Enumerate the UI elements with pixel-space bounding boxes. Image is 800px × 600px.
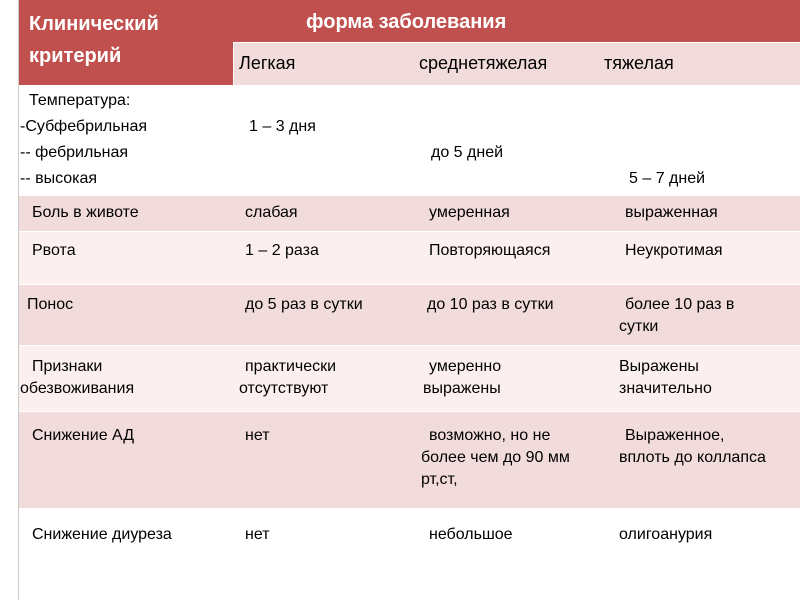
table-row-vomiting xyxy=(19,232,800,285)
severe-blood-pressure: Выраженное, вплоть до коллапса xyxy=(619,427,766,466)
table-row-diuresis xyxy=(19,509,800,600)
criterion-temperature-febrile: -- фебрильная xyxy=(20,144,129,161)
severe-diarrhea: более 10 раз в сутки xyxy=(619,296,735,335)
moderate-vomiting: Повторяющаяся xyxy=(429,242,551,259)
mild-diuresis: нет xyxy=(245,526,270,543)
moderate-diuresis: небольшое xyxy=(429,526,513,543)
table-row-blood-pressure xyxy=(19,412,800,509)
severe-temperature: 5 – 7 дней xyxy=(629,170,706,187)
severe-dehydration: Выражены значительно xyxy=(619,358,712,397)
criterion-blood-pressure: Снижение АД xyxy=(32,427,135,444)
mild-diarrhea: до 5 раз в сутки xyxy=(245,296,363,313)
clinical-table xyxy=(18,0,800,600)
level-moderate: среднетяжелая xyxy=(419,53,548,73)
criterion-diuresis: Снижение диуреза xyxy=(32,526,172,543)
mild-blood-pressure: нет xyxy=(245,427,270,444)
mild-temperature: 1 – 3 дня xyxy=(249,118,316,135)
moderate-diarrhea: до 10 раз в сутки xyxy=(427,296,554,313)
table-row-abdominal-pain xyxy=(19,196,800,232)
mild-dehydration: практически отсутствуют xyxy=(239,358,337,397)
severe-abdominal-pain: выраженная xyxy=(625,204,718,221)
criterion-temperature-subfebrile: -Субфебрильная xyxy=(20,118,147,135)
table-row-diarrhea xyxy=(19,285,800,346)
level-severe: тяжелая xyxy=(604,53,674,73)
criterion-abdominal-pain: Боль в животе xyxy=(32,204,139,221)
mild-vomiting: 1 – 2 раза xyxy=(245,242,319,259)
criterion-dehydration: Признаки обезвоживания xyxy=(20,358,135,397)
moderate-blood-pressure: возможно, но не более чем до 90 мм рт,ст, xyxy=(421,427,570,488)
moderate-dehydration: умеренно выражены xyxy=(423,358,502,397)
criterion-temperature-high: -- высокая xyxy=(20,170,98,187)
header-criterion: Клинический критерий xyxy=(29,13,159,67)
severity-levels-header xyxy=(233,42,800,85)
criterion-diarrhea: Понос xyxy=(27,296,74,313)
table-row-temperature xyxy=(19,85,800,196)
moderate-temperature: до 5 дней xyxy=(431,144,504,161)
criterion-vomiting: Рвота xyxy=(32,242,76,259)
severe-diuresis: олигоанурия xyxy=(619,526,713,543)
moderate-abdominal-pain: умеренная xyxy=(429,204,510,221)
criterion-temperature-title: Температура: xyxy=(29,92,131,109)
header-form: форма заболевания xyxy=(306,11,507,33)
mild-abdominal-pain: слабая xyxy=(245,204,298,221)
table-row-dehydration xyxy=(19,346,800,412)
level-mild: Легкая xyxy=(239,53,296,73)
severe-vomiting: Неукротимая xyxy=(625,242,723,259)
